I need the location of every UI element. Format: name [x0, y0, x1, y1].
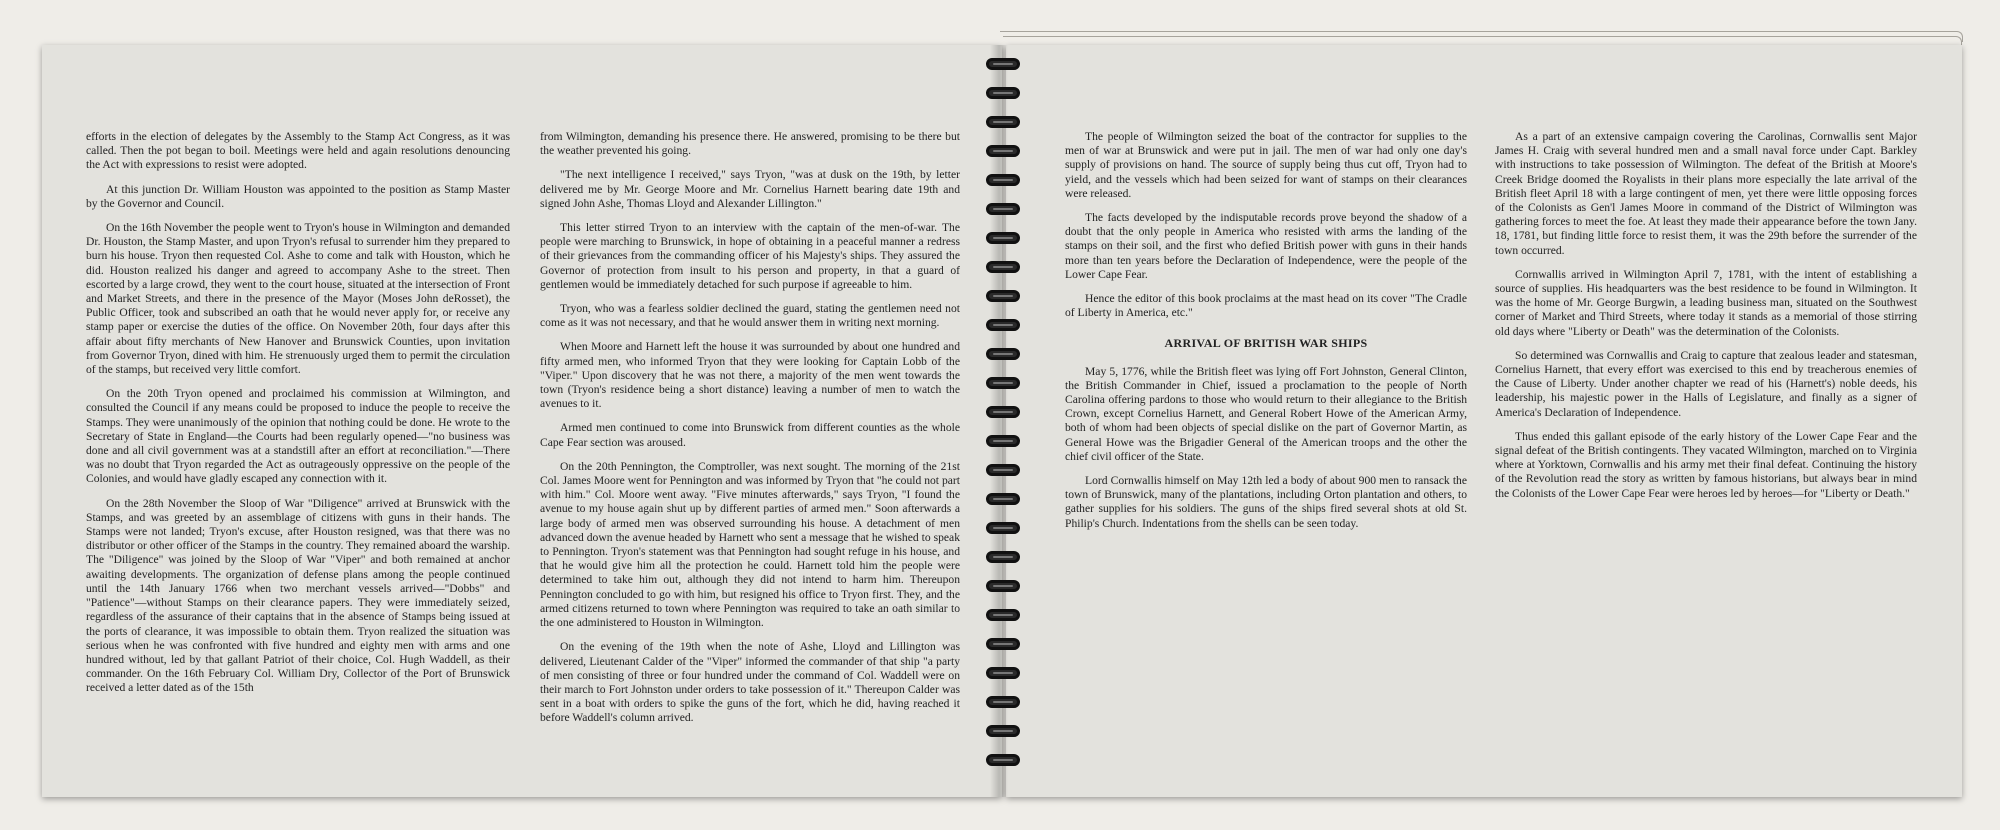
paragraph: On the 20th Pennington, the Comptroller, was next sought. The morning of the 21st Col. James Moore went for Pennington and was informed by Tryon that "he could not part with him." Col. Moore went away. "Five minutes afterwards," says Tryon, "I found the avenue to my house again shut up by different parties of armed men." Soon afterwards a large body of armed men was observed surrounding his house. A detachment of men advanced down the avenue headed by Harnett who sent a message that he wished to speak to Pennington. Tryon's statement was that Pennington had sought refuge in his house, and that he would give him all the protection he could. Harnett told him the people were determined to take him out, although they did not intend to harm him. Thereupon Pennington concluded to go with him, but resigned his office to Tryon first. They, and the armed citizens returned to town where Pennington was required to take an oath similar to the one administered to Houston in Wilmington.	[540, 459, 960, 630]
paragraph: This letter stirred Tryon to an interview with the captain of the men-of-war. The people were marching to Brunswick, in hope of obtaining in a peaceful manner a redress of their grievances from the commanding officer of his Majesty's ships. They assured the Governor of protection from insult to his person and property, in that a guard of gentlemen would be immediately detached for such purpose if agreeable to him.	[540, 221, 960, 291]
paragraph: On the 20th Tryon opened and proclaimed his commission at Wilmington, and consulted the Council if any means could be proposed to induce the people to receive the Stamps. They were unanimously of the opinion that nothing could be done. He wrote to the Secretary of State in England—the Courts had been regularly opened—"no business was done and all civil government was at a standstill after an effort at reconciliation."—There was no doubt that Tryon regarded the Act as outrageously oppressive on the people of the Colonies, and would have gladly escaped any connection with it.	[86, 387, 510, 486]
spiral-ring	[986, 580, 1020, 592]
spiral-ring	[986, 116, 1020, 128]
spine-shadow	[990, 45, 1008, 797]
paragraph: On the 28th November the Sloop of War "Diligence" arrived at Brunswick with the Stamps, and was greeted by an assemblage of citizens with guns in their hands. The Stamps were not landed; Tryon's excuse, after Houston resigned, was that there was no distributor or other officer of the Stamps in the country. They remained aboard the warship. The "Diligence" was joined by the Sloop of War "Viper" and both remained at anchor awaiting developments. The organization of defense plans among the people continued until the 14th January 1766 when two merchant vessels arrived—"Dobbs" and "Patience"—without Stamps on their clearance papers. They were immediately seized, regardless of the assurance of their captains that in the absence of Stamps being issued at the ports of clearance, it was impossible to obtain them. Tryon realized the situation was serious when he was confronted with five hundred and eighty men with arms and one hundred without, led by that gallant Patriot of their choice, Col. Hugh Waddell, as their commander. On the 16th February Col. William Dry, Collector of the Port of Brunswick received a letter dated as of the 15th	[86, 496, 510, 695]
spiral-ring	[986, 522, 1020, 534]
right-page-column-1	[1065, 130, 1467, 541]
paragraph: On the evening of the 19th when the note of Ashe, Lloyd and Lillington was delivered, Lieutenant Calder of the "Viper" informed the commander of that ship "a party of men consisting of three or four hundred under the command of Col. Waddell were on their march to Fort Johnston under orders to take possession of it." Thereupon Calder was sent in a boat with orders to spike the guns of the fort, which he did, having reached it before Waddell's column arrived.	[540, 640, 960, 725]
paragraph: from Wilmington, demanding his presence there. He answered, promising to be there but the weather prevented his going.	[540, 130, 960, 158]
paragraph: Thus ended this gallant episode of the early history of the Lower Cape Fear and the signal defeat of the British contingents. They vacated Wilmington, marched on to Virginia where at Yorktown, Cornwallis and his army met their final defeat. Continuing the history of the Revolution read the story as written by famous historians, but always bear in mind the Colonists of the Lower Cape Fear were heroes led by heroes—for "Liberty or Death."	[1495, 429, 1917, 500]
spiral-ring	[986, 58, 1020, 70]
paragraph: May 5, 1776, while the British fleet was lying off Fort Johnston, General Clinton, the British Commander in Chief, issued a proclamation to the people of North Carolina offering pardons to those who would return to their allegiance to the British Crown, except Cornelius Harnett, and General Robert Howe of the American Army, both of whom had been objects of special dislike on the part of Governor Martin, as General Howe was the Brigadier General of the American troops and the other the chief civil officer of the State.	[1065, 364, 1467, 463]
paragraph: Tryon, who was a fearless soldier declined the guard, stating the gentlemen need not come as it was not necessary, and that he would answer them in writing next morning.	[540, 302, 960, 330]
paragraph: At this junction Dr. William Houston was appointed to the position as Stamp Master by the Governor and Council.	[86, 182, 510, 210]
spiral-ring	[986, 667, 1020, 679]
paragraph: As a part of an extensive campaign covering the Carolinas, Cornwallis sent Major James H. Craig with several hundred men and a small naval force under Capt. Barkley with instructions to take possession of Wilmington. The defeat of the British at Moore's Creek Bridge doomed the Royalists in their plans more especially the late arrival of the British fleet April 18 with a large contingent of men, yet there were little opposing forces of the Colonists as Gen'l James Moore in command of the District of Wilmington was gathering forces to meet the foe. At least they made their appearance before the town Jany. 18, 1781, but finding little force to resist them, it was the 29th before the surrender of the town occurred.	[1495, 130, 1917, 257]
spiral-ring	[986, 725, 1020, 737]
spiral-ring	[986, 638, 1020, 650]
spiral-ring	[986, 203, 1020, 215]
spiral-ring	[986, 754, 1020, 766]
spiral-ring	[986, 377, 1020, 389]
spiral-ring	[986, 464, 1020, 476]
spiral-ring	[986, 435, 1020, 447]
section-heading: ARRIVAL OF BRITISH WAR SHIPS	[1164, 336, 1368, 351]
paragraph: Cornwallis arrived in Wilmington April 7, 1781, with the intent of establishing a source of supplies. His headquarters was the best residence to be found in Wilmington. It was the home of Mr. George Burgwin, a leading business man, situated on the Southwest corner of Market and Third Streets, where today it stands as a memorial of those stirring old days where "Liberty or Death" was the determination of the Colonists.	[1495, 267, 1917, 338]
paragraph: The people of Wilmington seized the boat of the contractor for supplies to the men of war at Brunswick and were put in jail. The men of war had only one day's supply of provisions on hand. The source of supply being thus cut off, Tryon had to yield, and the vessels which had been seized for want of stamps on their clearances were released.	[1065, 130, 1467, 200]
spiral-ring	[986, 609, 1020, 621]
spiral-ring	[986, 174, 1020, 186]
paragraph: The facts developed by the indisputable records prove beyond the shadow of a doubt that the only people in America who resisted with arms the landing of the stamps on their soil, and the first who defied British power with guns in their hands more than ten years before the Declaration of Independence, were the people of the Lower Cape Fear.	[1065, 211, 1467, 281]
paragraph: On the 16th November the people went to Tryon's house in Wilmington and demanded Dr. Houston, the Stamp Master, and upon Tryon's refusal to surrender him they prepared to burn his house. Tryon then requested Col. Ashe to come and talk with Houston, which he did. Houston realized his danger and agreed to accompany Ashe to the street. Then escorted by a large crowd, they went to the court house, situated at the intersection of Front and Market Streets, and there in the presence of the Mayor (Moses John deRosset), the Public Officer, took and subscribed an oath that he would never apply for, or receive any stamp paper or exercise the duties of the office. On November 20th, four days after this affair about fifty merchants of New Hanover and Brunswick Counties, upon invitation from Governor Tryon, dined with him. He strenuously urged them to permit the circulation of the stamps, but received very little comfort.	[86, 221, 510, 377]
spiral-ring	[986, 261, 1020, 273]
left-page-column-1	[86, 130, 510, 706]
spiral-ring	[986, 145, 1020, 157]
paragraph: Lord Cornwallis himself on May 12th led a body of about 900 men to ransack the town of Brunswick, many of the plantations, including Orton plantation and others, to gather supplies for his soldiers. The guns of the ships fired several shots at old St. Philip's Church. Indentations from the shells can be seen today.	[1065, 474, 1467, 530]
left-page-column-2	[540, 130, 960, 736]
paragraph: efforts in the election of delegates by the Assembly to the Stamp Act Congress, as it was called. Then the pot began to boil. Meetings were held and again resolutions denouncing the Act with expressions to resist were adopted.	[86, 130, 510, 172]
spiral-ring	[986, 406, 1020, 418]
spiral-ring	[986, 551, 1020, 563]
spiral-ring	[986, 290, 1020, 302]
paragraph: Armed men continued to come into Brunswick from different counties as the whole Cape Fear section was aroused.	[540, 421, 960, 449]
paragraph: So determined was Cornwallis and Craig to capture that zealous leader and statesman, Cornelius Harnett, that every effort was exercised to this end by treacherous enemies of the Cause of Liberty. Under another chapter we read of his (Harnett's) noble deeds, his leadership, his majestic power in the Halls of Legislature, and finally as a signer of America's Declaration of Independence.	[1495, 348, 1917, 419]
paragraph: Hence the editor of this book proclaims at the mast head on its cover "The Cradle of Liberty in America, etc."	[1065, 292, 1467, 320]
spiral-ring	[986, 319, 1020, 331]
paragraph: "The next intelligence I received," says Tryon, "was at dusk on the 19th, by letter delivered me by Mr. George Moore and Mr. Cornelius Harnett bearing date 19th and signed John Ashe, Thomas Lloyd and Alexander Lillington."	[540, 168, 960, 210]
paragraph: When Moore and Harnett left the house it was surrounded by about one hundred and fifty armed men, who informed Tryon that they were looking for Captain Lobb of the "Viper." Upon discovery that he was not there, a majority of the men went towards the town (Tryon's residence being a short distance) leaving a number of men to watch the avenues to it.	[540, 340, 960, 411]
spiral-ring	[986, 232, 1020, 244]
spiral-ring	[986, 493, 1020, 505]
spiral-ring	[986, 87, 1020, 99]
spiral-ring	[986, 348, 1020, 360]
spiral-ring	[986, 696, 1020, 708]
right-page-column-2	[1495, 130, 1917, 511]
